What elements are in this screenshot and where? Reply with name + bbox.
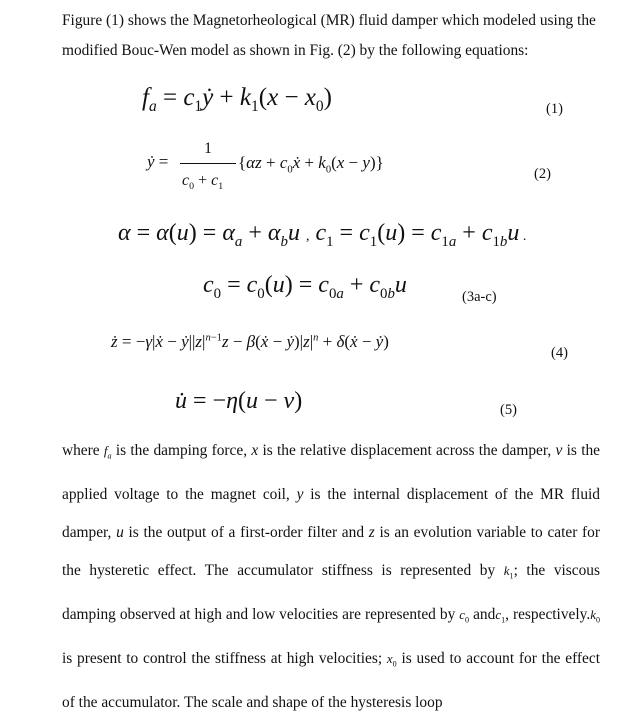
symbol-c0: $c_0$ [459, 607, 470, 625]
equation-number-4: (4) [551, 345, 568, 361]
fraction-denominator: $c_0 + c_1$ [182, 172, 224, 193]
equation-3a: $\alpha = \alpha(u) = \alpha_a + \alpha_bu$ , $c_1 = c_1(u) = c_{1a} + c_{1b}u$ . [118, 220, 527, 250]
variable-v: v [555, 442, 563, 459]
text-segment: where [62, 442, 104, 459]
symbol-x0: $x_0$ [386, 650, 397, 669]
text-segment: is the damping force, [111, 442, 252, 459]
text-segment: is the relative displacement across the damper, [258, 442, 556, 459]
equation-number-1: (1) [546, 101, 563, 117]
text-segment: is the internal displacement of the MR fluid damper, [62, 485, 600, 541]
text-segment: is the applied voltage to the magnet coil, [62, 442, 601, 503]
symbol-fa: $f_a$ [103, 443, 112, 461]
equation-number-3: (3a-c) [462, 289, 497, 305]
equation-1: $f_a$ = $c_1ẏ + k_1(x - x_0)$ [142, 84, 332, 115]
variable-u: u [116, 524, 124, 541]
fraction-bar [180, 163, 236, 164]
text-segment: , respectively. [505, 606, 591, 623]
equation-4: ż = −γ|ẋ − $ẏ||z|^{n-1}z$ − β(ẋ − $ẏ)|z|^n$ + δ(ẋ − ẏ) [111, 332, 389, 351]
equation-3c: $c_0 = c_0(u) = c_{0a} + c_{0b}u$ [203, 272, 407, 302]
intro-paragraph: Figure (1) shows the Magnetorheological (MR) fluid damper which modeled using the modified Bouc-Wen model as shown in Fig. (2) by the following equations: [62, 12, 596, 59]
equation-2-lhs: ẏ = [147, 152, 169, 171]
text-segment: and [469, 606, 496, 623]
equation-number-2: (2) [534, 166, 551, 182]
fraction-numerator: 1 [204, 140, 212, 157]
variable-y: y [296, 485, 304, 503]
text-segment: ; the viscous damping observed at high and low velocities are represented by [62, 562, 600, 623]
variable-z: z [368, 524, 375, 541]
body-paragraph [62, 432, 600, 722]
equation-number-5: (5) [500, 402, 517, 418]
symbol-c1: $c_1$ [495, 607, 506, 625]
text-segment: is used to account for the effect of the accumulator. The scale and shape of the hysteresis loop [62, 649, 600, 711]
equation-2-rhs: $\{\alpha z + c_0ẋ + k_0(x - y)\}$ [238, 153, 384, 176]
text-segment: is present to control the stiffness at high velocities; [62, 649, 387, 667]
text-segment: is the output of a first-order filter and [123, 524, 369, 541]
symbol-k1: $k_1$ [503, 563, 514, 581]
variable-x: x [251, 442, 259, 459]
equation-5: u̇ = −η(u − v) [175, 388, 303, 414]
text-segment: is an evolution variable to cater for the hysteretic effect. The accumulator stiffness is represented by [62, 524, 601, 580]
symbol-k0: $k_0$ [590, 607, 600, 625]
